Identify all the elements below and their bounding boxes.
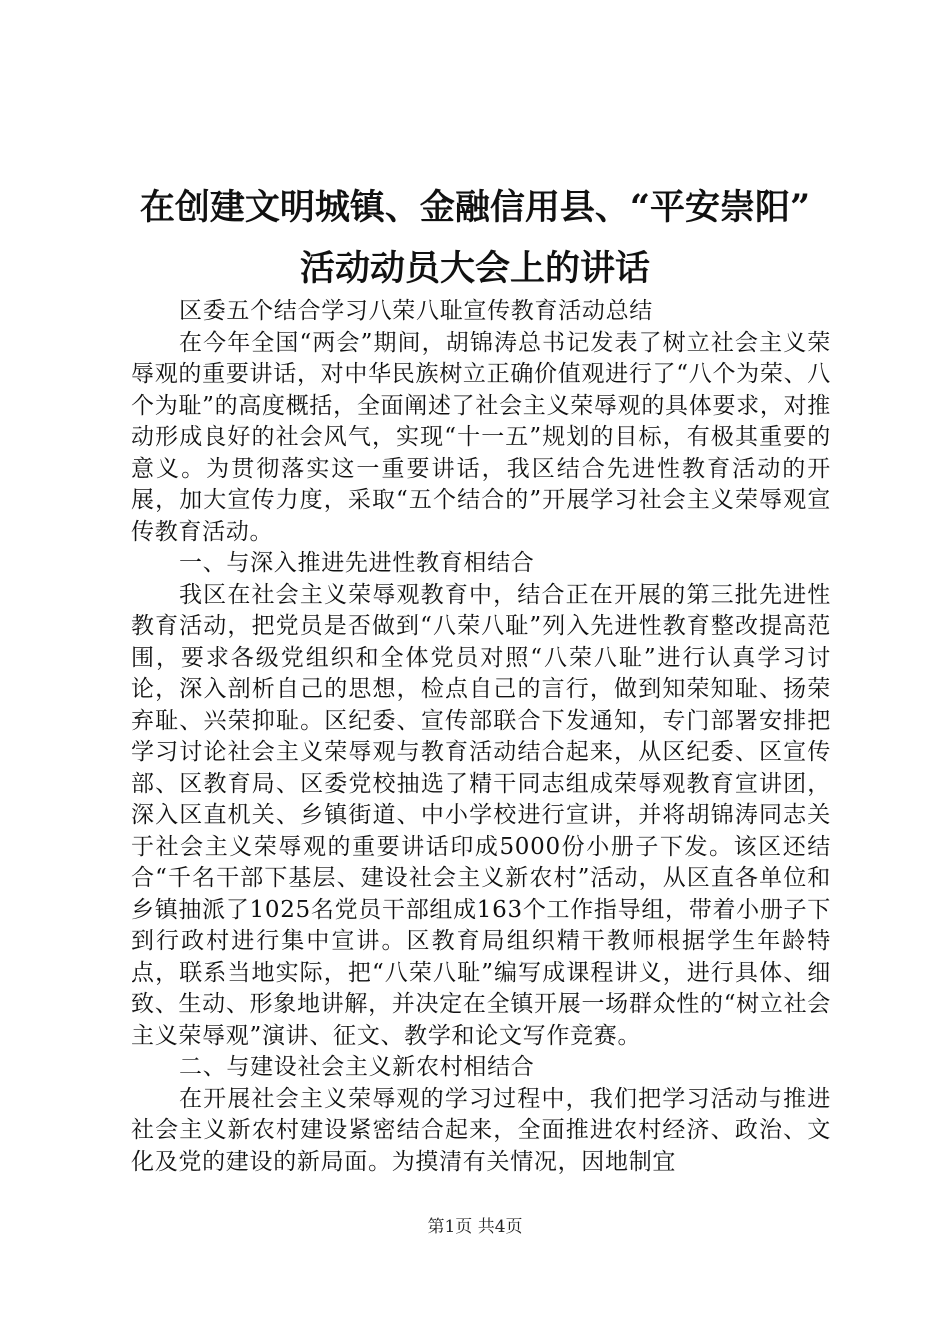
subtitle-paragraph: 区委五个结合学习八荣八耻宣传教育活动总结 bbox=[179, 298, 653, 324]
intro-paragraph: 在今年全国“两会”期间，胡锦涛总书记发表了树立社会主义荣辱观的重要讲话，对中华民族树立正确价值观进行了“八个为荣、八个为耻”的高度概括，全面阐述了社会主义荣辱观的具体要求，对推动形成良好的社会风气，实现“十一五”规划的目标，有极其重要的意义。为贯彻落实这一重要讲话，我区结合先进性教育活动的开展，加大宣传力度，采取“五个结合的”开展学习社会主义荣辱观宣传教育活动。 bbox=[131, 329, 831, 545]
document-body bbox=[131, 296, 831, 1178]
section-1-paragraph: 我区在社会主义荣辱观教育中，结合正在开展的第三批先进性教育活动，把党员是否做到“八荣八耻”列入先进性教育整改提高范围，要求各级党组织和全体党员对照“八荣八耻”进行认真学习讨论，深入剖析自己的思想，检点自己的言行，做到知荣知耻、扬荣弃耻、兴荣抑耻。区纪委、宣传部联合下发通知，专门部署安排把学习讨论社会主义荣辱观与教育活动结合起来，从区纪委、区宣传部、区教育局、区委党校抽选了精干同志组成荣辱观教育宣讲团，深入区直机关、乡镇街道、中小学校进行宣讲，并将胡锦涛同志关于社会主义荣辱观的重要讲话印成5000份小册子下发。该区还结合“千名干部下基层、建设社会主义新农村”活动，从区直各单位和乡镇抽派了1025名党员干部组成163个工作指导组，带着小册子下到行政村进行集中宣讲。区教育局组织精干教师根据学生年龄特点，联系当地实际，把“八荣八耻”编写成课程讲义，进行具体、细致、生动、形象地讲解，并决定在全镇开展一场群众性的“树立社会主义荣辱观”演讲、征文、教学和论文写作竞赛。 bbox=[131, 581, 831, 1049]
page-number-footer: 第1页 共4页 bbox=[427, 1217, 523, 1237]
document-title-line-1: 在创建文明城镇、金融信用县、“平安崇阳” bbox=[139, 187, 811, 228]
section-heading-2: 二、与建设社会主义新农村相结合 bbox=[179, 1054, 535, 1080]
document-title-line-2: 活动动员大会上的讲话 bbox=[299, 248, 650, 289]
section-2-paragraph: 在开展社会主义荣辱观的学习过程中，我们把学习活动与推进社会主义新农村建设紧密结合起来，全面推进农村经济、政治、文化及党的建设的新局面。为摸清有关情况，因地制宜 bbox=[131, 1085, 831, 1175]
section-heading-1: 一、与深入推进先进性教育相结合 bbox=[179, 550, 535, 576]
